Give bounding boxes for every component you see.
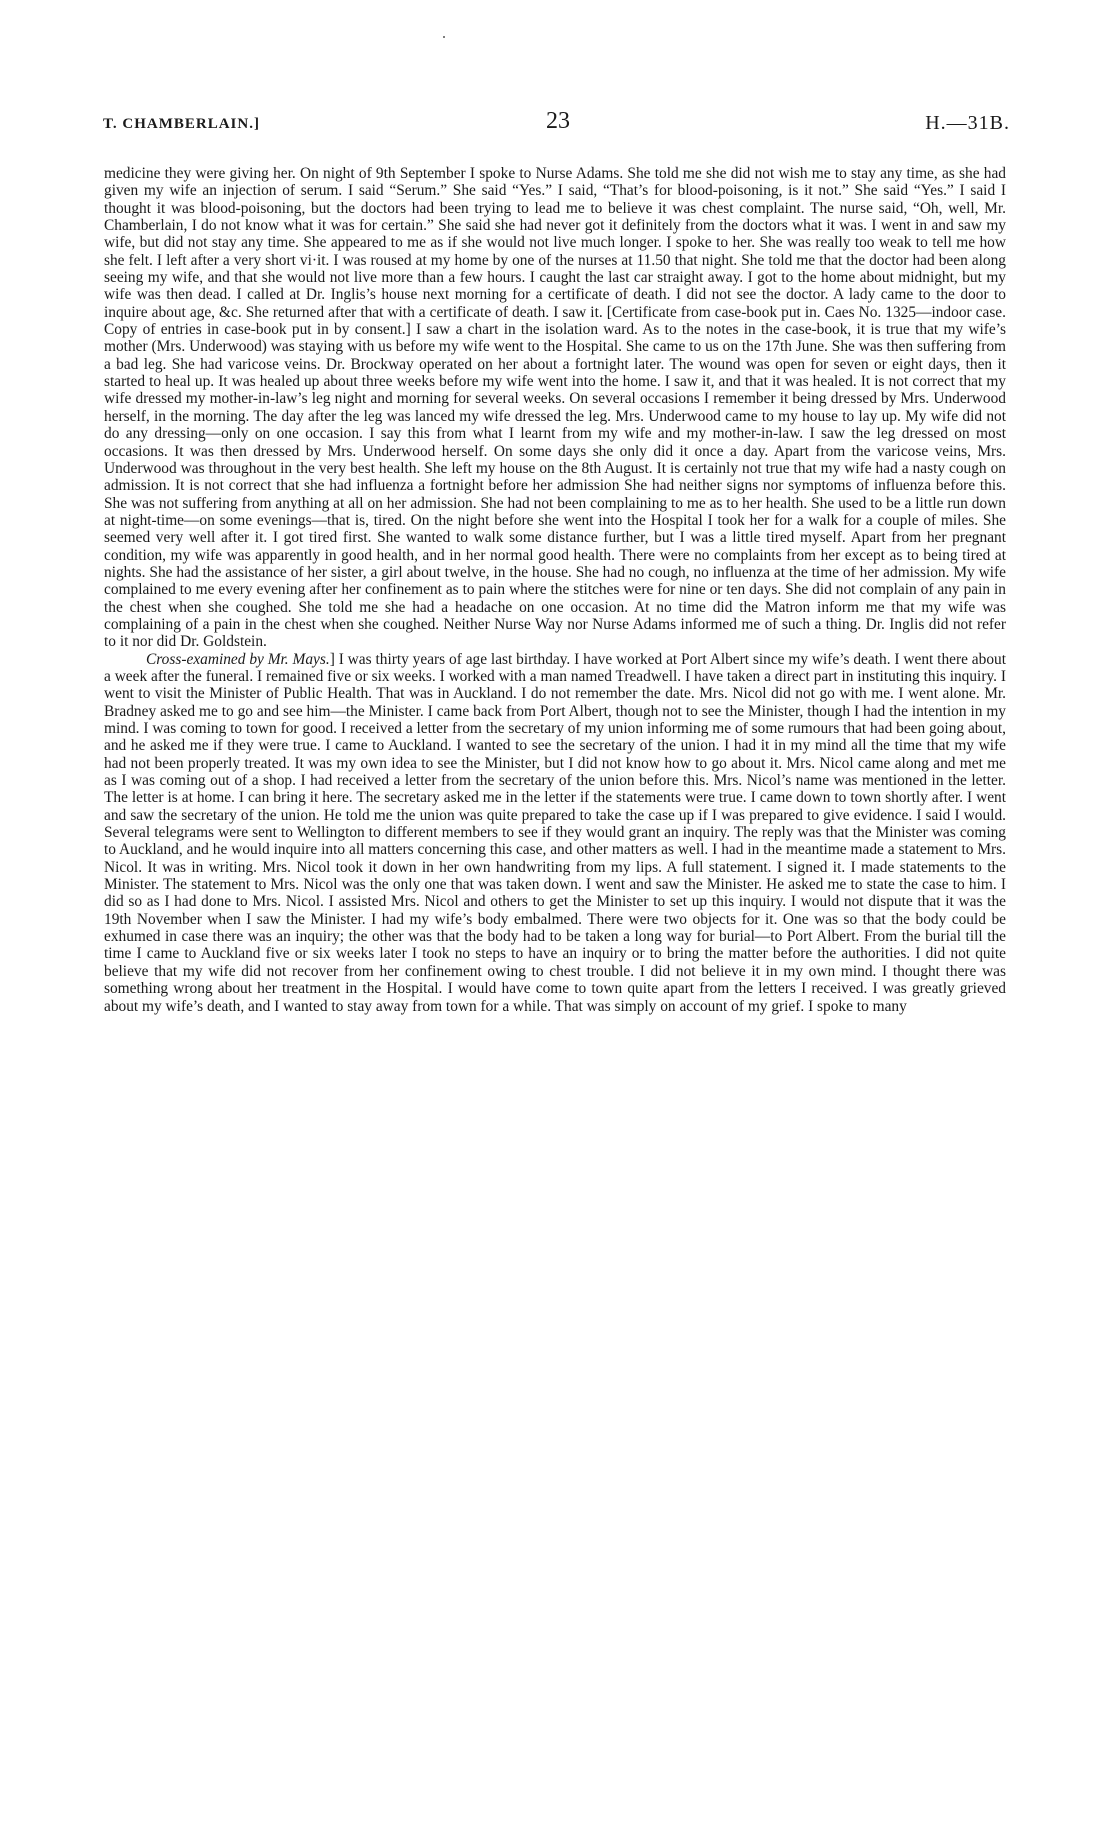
paragraph-1-text: medicine they were giving her. On night of 9th September I spoke to Nurse Adams. She told me she did not wish me to stay any time, as she had given my wife an injection of serum. I said “Serum.” She said “Yes.” I said, “That’s for blood-poisoning, is it not.” She said “Yes.” I said I thought it was blood-poisoning, but the doctors had been trying to lead me to believe it was chest complaint. The nurse said, “Oh, well, Mr. Chamberlain, I do not know what it was for certain.” She said she had never got it definitely from the doctors what it was. I went in and saw my wife, but did not stay any time. She appeared to me as if she would not live much longer. I spoke to her. She was really too weak to tell me how she felt. I left after a very short vi·it. I was roused at my home by one of the nurses at 11.50 that night. She told me that the doctor had been along seeing my wife, and that she would not live more than a few hours. I caught the last car straight away. I got to the home about midnight, but my wife was then dead. I called at Dr. Inglis’s house next morning for a certificate of death. I did not see the doctor. A lady came to the door to inquire about age, &c. She returned after that with a certificate of death. I saw it. [Certificate from case-book put in. Caes No. 1325—indoor case. Copy of entries in case-book put in by consent.] I saw a chart in the isolation ward. As to the notes in the case-book, it is true that my wife’s mother (Mrs. Underwood) was staying with us before my wife went to the Hospital. She came to us on the 17th June. She was then suffering from a bad leg. She had varicose veins. Dr. Brockway operated on her about a fortnight later. The wound was open for seven or eight days, then it started to heal up. It was healed up about three weeks before my wife went into the home. I saw it, and that it was healed. It is not correct that my wife dressed my mother-in-law’s leg night and morning for several weeks. On several occasions I remember it being dressed by Mrs. Underwood herself, in the morning. The day after the leg was lanced my wife dressed the leg. Mrs. Underwood came to my house to lay up. My wife did not do any dressing—only on one occasion. I say this from what I learnt from my wife and my mother-in-law. I saw the leg dressed on most occasions. It was then dressed by Mrs. Underwood herself. On some days she only did it once a day. Apart from the varicose veins, Mrs. Underwood was throughout in the very best health. She left my house on the 8th August. It is certainly not true that my wife had a nasty cough on admission. It is not correct that she had influenza a fortnight before her admission She had neither signs nor symptoms of influenza before this. She was not suffering from anything at all on her admission. She had not been complaining to me as to her health. She used to be a little run down at night-time—on some evenings—that is, tired. On the night before she went into the Hospital I took her for a walk for a couple of miles. She seemed very well after it. I got tired first. She wanted to walk some distance further, but I was a little tired myself. Apart from her pregnant condition, my wife was apparently in good health, and in her normal good health. There were no complaints from her except as to being tired at nights. She had the assistance of her sister, a girl about twelve, in the house. She had no cough, no influenza at the time of her admission. My wife complained to me every evening after her confinement as to pain where the stitches were for nine or ten days. She did not complain of any pain in the chest when she coughed. She told me she had a headache on one occasion. At no time did the Matron inform me that my wife was complaining of a pain in the chest when she coughed. Neither Nurse Way nor Nurse Adams informed me of such a thing. Dr. Inglis did not refer to it nor did Dr. Goldstein. — [104, 165, 1006, 651]
page-header — [103, 108, 1010, 138]
paragraph-2-text: ] I was thirty years of age last birthday. I have worked at Port Albert since my wife’s death. I went there about a week after the funeral. I remained five or six weeks. I worked with a man named Treadwell. I have taken a direct part in instituting this inquiry. I went to visit the Minister of Public Health. That was in Auckland. I do not remember the date. Mrs. Nicol did not go with me. I went alone. Mr. Bradney asked me to go and see him—the Minister. I came back from Port Albert, though not to see the Minister, though I had the intention in my mind. I was coming to town for good. I received a letter from the secretary of my union informing me of some rumours that had been going about, and he asked me if they were true. I came to Auckland. I wanted to see the secretary of the union. I had it in my mind all the time that my wife had not been properly treated. It was my own idea to see the Minister, but I did not know how to go about it. Mrs. Nicol came along and met me as I was coming out of a shop. I had received a letter from the secretary of the union before this. Mrs. Nicol’s name was mentioned in the letter. The letter is at home. I can bring it here. The secretary asked me in the letter if the statements were true. I came down to town shortly after. I went and saw the secretary of the union. He told me the union was quite prepared to take the case up if I was prepared to give evidence. I said I would. Several telegrams were sent to Wellington to different members to see if they would grant an inquiry. The reply was that the Minister was coming to Auckland, and he would inquire into all matters concerning this case, and other matters as well. I had in the meantime made a statement to Mrs. Nicol. It was in writing. Mrs. Nicol took it down in her own handwriting from my lips. A full statement. I signed it. I made statements to the Minister. The statement to Mrs. Nicol was the only one that was taken down. I went and saw the Minister. He asked me to state the case to him. I did so as I had done to Mrs. Nicol. I assisted Mrs. Nicol and others to get the Minister to set up this inquiry. I would not dispute that it was the 19th November when I saw the Minister. I had my wife’s body embalmed. There were two objects for it. One was so that the body could be exhumed in case there was an inquiry; the other was that the body had to be taken a long way for burial—to Port Albert. From the burial till the time I came to Auckland five or six weeks later I took no steps to have an inquiry or to bring the matter before the authorities. I did not quite believe that my wife did not recover from her confinement owing to chest trouble. I did not believe it in my own mind. I thought there was something wrong about her treatment in the Hospital. I would have come to town quite apart from the letters I received. I was greatly grieved about my wife’s death, and I wanted to stay away from town for a while. That was simply on account of my grief. I spoke to many — [104, 650, 1006, 1015]
page-number: 23 — [546, 108, 570, 134]
witness-name: T. CHAMBERLAIN.] — [103, 116, 260, 132]
paragraph-1 — [104, 165, 1006, 651]
print-speck — [443, 36, 445, 38]
paragraph-2 — [104, 651, 1006, 1015]
body-text — [104, 165, 1006, 1015]
cross-examination-heading: Cross-examined by Mr. Mays. — [146, 650, 330, 668]
paper-reference: H.—31B. — [925, 112, 1010, 134]
